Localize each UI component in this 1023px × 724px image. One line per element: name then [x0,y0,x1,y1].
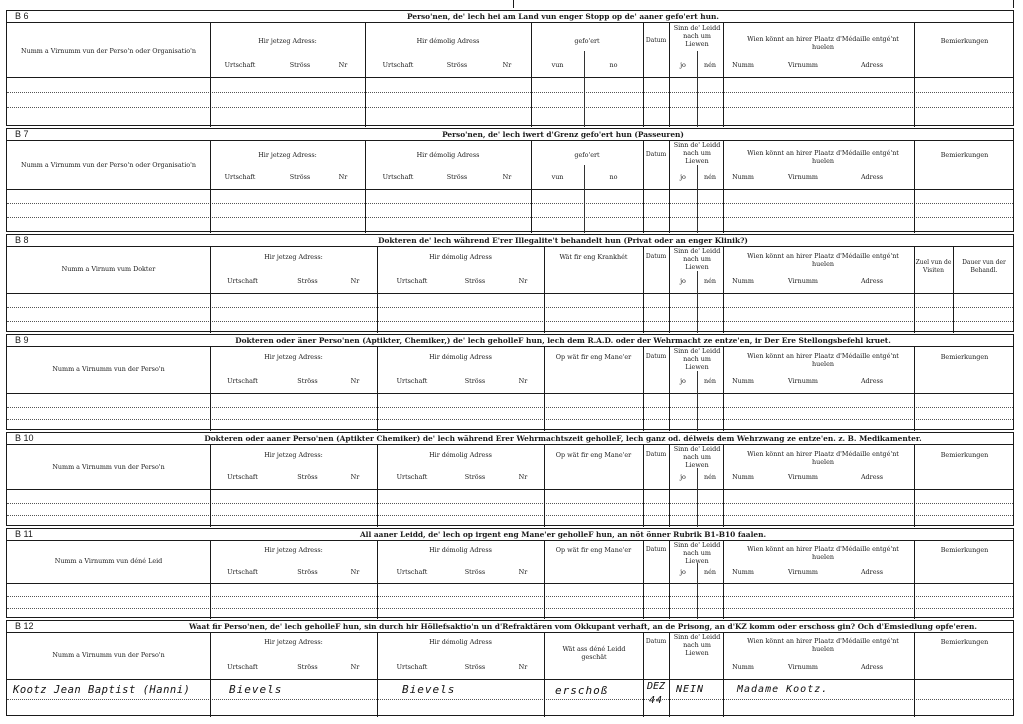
header-nr: Nr [518,568,528,576]
header-nr: Nr [350,277,360,285]
header-datum: Datum [645,546,667,553]
form-sheet [6,10,1014,718]
header-current-address: Hir jetzeg Adress: [258,151,317,159]
header-stross: Ströss [446,61,468,69]
header-virnumm: Virnumm [788,377,818,385]
section-b9 [6,334,1014,430]
top-tick-mark [513,0,514,8]
header-name: Numm a Virnumm vun der Perso'n oder Organisatio'n [21,161,196,169]
header-jo: jo [680,173,686,181]
header-virnumm: Virnumm [788,663,818,671]
header-bemierkungen: Bemierkungen [940,151,989,159]
header-nr: Nr [338,61,348,69]
section-title: Dokteren oder aaner Perso'nen (Aptikter Chemiker) de' lech während Erer Wehrmachtszeit geholleF, lech ganz od. délweis dem Wehrzwang ze entze'en. z. B. Medikamenter. [204,434,922,443]
header-name: Numm a Virnumm vun der Perso'n [52,365,165,373]
entry-date-year: 44 [649,695,664,706]
header-stross: Ströss [464,277,486,285]
header-datum: Datum [645,37,667,44]
header-urtschaft: Urtschaft [227,377,258,385]
header-nen: nén [703,61,716,69]
header-nr: Nr [338,173,348,181]
header-urtschaft: Urtschaft [224,61,256,69]
header-jo: jo [680,377,686,385]
header-illness: Wät fir eng Krankhét [559,253,628,261]
header-stross: Ströss [289,173,311,181]
header-stross: Ströss [464,473,486,481]
header-adress: Adress [860,61,884,69]
header-virnumm: Virnumm [788,568,818,576]
entry-sinn: NEIN [676,684,705,695]
header-stross: Ströss [464,377,486,385]
header-nr: Nr [518,473,528,481]
header-no: no [609,61,618,69]
header-adress: Adress [860,377,884,385]
header-bemierkungen: Bemierkungen [940,638,989,646]
header-numm: Numm [732,568,754,576]
header-old-address: Hir démolig Adress [416,37,480,45]
header-datum: Datum [645,451,667,458]
header-visits: Zuel vun de Visiten [915,259,952,274]
header-current-address: Hir jetzeg Adress: [264,353,323,361]
header-bemierkungen: Bemierkungen [940,37,989,45]
header-old-address: Hir démolig Adress [429,253,492,261]
header-nr: Nr [518,663,528,671]
header-nr: Nr [350,473,360,481]
header-wien: Wien könnt an hirer Plaatz d'Médaille entgé'nt huelen [747,35,899,51]
header-urtschaft: Urtschaft [382,173,414,181]
header-numm: Numm [732,277,754,285]
header-urtschaft: Urtschaft [227,473,258,481]
section-title: Perso'nen, de' lech hei am Land vun enger Stopp op de' aaner gefo'ert hun. [407,12,719,21]
header-urtschaft: Urtschaft [396,568,428,576]
header-virnumm: Virnumm [788,61,818,69]
header-datum: Datum [645,353,667,360]
header-urtschaft: Urtschaft [396,663,428,671]
header-nen: nén [703,377,716,385]
header-numm: Numm [732,173,754,181]
header-stross: Ströss [289,61,311,69]
section-code: B 6 [15,11,29,21]
header-jo: jo [680,277,686,285]
header-adress: Adress [860,277,884,285]
header-wien: Wien könnt an hirer Plaatz d'Médaille entgé'nt huelen [747,637,899,653]
header-sinn: Sinn de' Leidd nach um Liewen [673,633,721,657]
header-bemierkungen: Bemierkungen [940,353,989,361]
header-name: Numm a Virnumm vun der Perso'n [52,651,165,659]
entry-what-happened: erschoß [555,684,609,697]
header-current-address: Hir jetzeg Adress: [264,451,323,459]
header-stross: Ströss [297,568,318,576]
header-manner: Op wät fir eng Mane'er [555,546,632,554]
section-b8 [6,234,1014,332]
header-name: Numm a Virnum vum Dokter [61,265,156,273]
section-code: B 9 [15,335,29,345]
header-jo: jo [680,61,686,69]
header-numm: Numm [732,61,754,69]
header-old-address: Hir démolig Adress [429,638,492,646]
header-adress: Adress [860,473,884,481]
section-code: B 8 [15,235,29,245]
header-wien: Wien könnt an hirer Plaatz d'Médaille entgé'nt huelen [747,545,899,561]
header-adress: Adress [860,568,884,576]
header-stross: Ströss [464,568,486,576]
header-urtschaft: Urtschaft [396,377,428,385]
header-old-address: Hir démolig Adress [429,353,492,361]
right-tick-mark [1013,0,1014,8]
header-nr: Nr [502,61,512,69]
header-nr: Nr [502,173,512,181]
header-no: no [609,173,618,181]
section-code: B 12 [15,621,34,631]
section-b7 [6,128,1014,232]
header-manner: Op wät fir eng Mane'er [555,353,632,361]
header-gefoert: gefo'ert [574,37,600,45]
header-sinn: Sinn de' Leidd nach um Liewen [673,141,721,165]
header-name: Numm a Virnumm vun der Perso'n [52,463,165,471]
header-sinn: Sinn de' Leidd nach um Liewen [673,445,721,469]
header-wien: Wien könnt an hirer Plaatz d'Médaille entgé'nt huelen [747,149,899,165]
section-code: B 10 [15,433,34,443]
entry-recipient: Madame Kootz. [737,684,829,695]
section-title: Waat fir Perso'nen, de' lech geholleF hun, sin durch hir Höllefsaktio'n un d'Refraktären vom Okkupant verhaft, an de Prisong, an d'KZ komm oder erschoss gin? Och d'Emsiedlung opfe'eren. [189,622,977,631]
header-old-address: Hir démolig Adress [429,546,492,554]
header-sinn: Sinn de' Leidd nach um Liewen [673,541,721,565]
header-numm: Numm [732,473,754,481]
section-b11 [6,528,1014,618]
header-nr: Nr [350,568,360,576]
header-adress: Adress [860,173,884,181]
header-virnumm: Virnumm [788,277,818,285]
entry-name: Kootz Jean Baptist (Hanni) [13,684,191,696]
header-datum: Datum [645,638,667,645]
header-numm: Numm [732,663,754,671]
header-stross: Ströss [297,277,318,285]
header-bemierkungen: Bemierkungen [940,451,989,459]
header-nr: Nr [350,377,360,385]
header-datum: Datum [645,253,667,260]
header-name: Numm a Virnumm vun déné Leid [54,557,163,565]
header-vun: vun [551,61,564,69]
header-old-address: Hir démolig Adress [416,151,480,159]
header-manner: Op wät fir eng Mane'er [555,451,632,459]
header-bemierkungen: Bemierkungen [940,546,989,554]
header-jo: jo [680,473,686,481]
entry-date-month: DEZ [647,681,666,692]
header-sinn: Sinn de' Leidd nach um Liewen [673,347,721,371]
header-urtschaft: Urtschaft [224,173,256,181]
header-duration: Dauer vun der Behandl. [962,259,1006,274]
header-nen: nén [703,173,716,181]
section-code: B 11 [15,529,33,539]
section-title: Dokteren oder äner Perso'nen (Aptikter, Chemiker,) de' lech geholleF hun, lech dem R.A.D. oder der Wehrmacht ze entze'en, ir Der Ere Stellongsbefehl kruet. [235,336,891,345]
header-virnumm: Virnumm [788,473,818,481]
header-stross: Ströss [446,173,468,181]
header-vun: vun [551,173,564,181]
header-nr: Nr [518,277,528,285]
header-gefoert: gefo'ert [574,151,600,159]
header-urtschaft: Urtschaft [382,61,414,69]
header-wien: Wien könnt an hirer Plaatz d'Médaille entgé'nt huelen [747,252,899,268]
section-title: Perso'nen, de' lech iwert d'Grenz gefo'ert hun (Passeuren) [442,130,684,139]
header-stross: Ströss [297,473,318,481]
header-stross: Ströss [297,663,318,671]
section-title: All aaner Leidd, de' lech op irgent eng Mane'er geholleF hun, an nöt önner Rubrik B1-B10 faalen. [359,530,767,539]
header-current-address: Hir jetzeg Adress: [264,253,323,261]
header-datum: Datum [645,151,667,158]
header-urtschaft: Urtschaft [396,473,428,481]
header-urtschaft: Urtschaft [396,277,428,285]
header-nen: nén [703,568,716,576]
header-old-address: Hir démolig Adress [429,451,492,459]
header-name: Numm a Virnumm vun der Perso'n oder Organisatio'n [21,47,196,55]
section-code: B 7 [15,129,29,139]
section-title: Dokteren de' lech während E'rer Illegalite't behandelt hun (Privat oder an enger Klinik?) [378,236,748,245]
entry-current-urtschaft: Bievels [229,683,283,696]
header-adress: Adress [860,663,884,671]
header-stross: Ströss [464,663,486,671]
header-what-happened: Wät ass déné Leidd geschät [562,645,626,661]
section-b6 [6,10,1014,126]
header-wien: Wien könnt an hirer Plaatz d'Médaille entgé'nt huelen [747,450,899,466]
header-urtschaft: Urtschaft [227,663,258,671]
header-sinn: Sinn de' Leidd nach um Liewen [673,24,721,48]
entry-old-urtschaft: Bievels [402,683,456,696]
section-b12 [6,620,1014,716]
header-nr: Nr [518,377,528,385]
header-virnumm: Virnumm [788,173,818,181]
header-nen: nén [703,473,716,481]
header-urtschaft: Urtschaft [227,277,258,285]
header-sinn: Sinn de' Leidd nach um Liewen [673,247,721,271]
header-stross: Ströss [297,377,318,385]
header-current-address: Hir jetzeg Adress: [264,638,323,646]
header-jo: jo [680,568,686,576]
header-nen: nén [703,277,716,285]
header-current-address: Hir jetzeg Adress: [258,37,317,45]
header-wien: Wien könnt an hirer Plaatz d'Médaille entgé'nt huelen [747,352,899,368]
header-current-address: Hir jetzeg Adress: [264,546,323,554]
header-nr: Nr [350,663,360,671]
header-urtschaft: Urtschaft [227,568,258,576]
section-b10 [6,432,1014,526]
header-numm: Numm [732,377,754,385]
